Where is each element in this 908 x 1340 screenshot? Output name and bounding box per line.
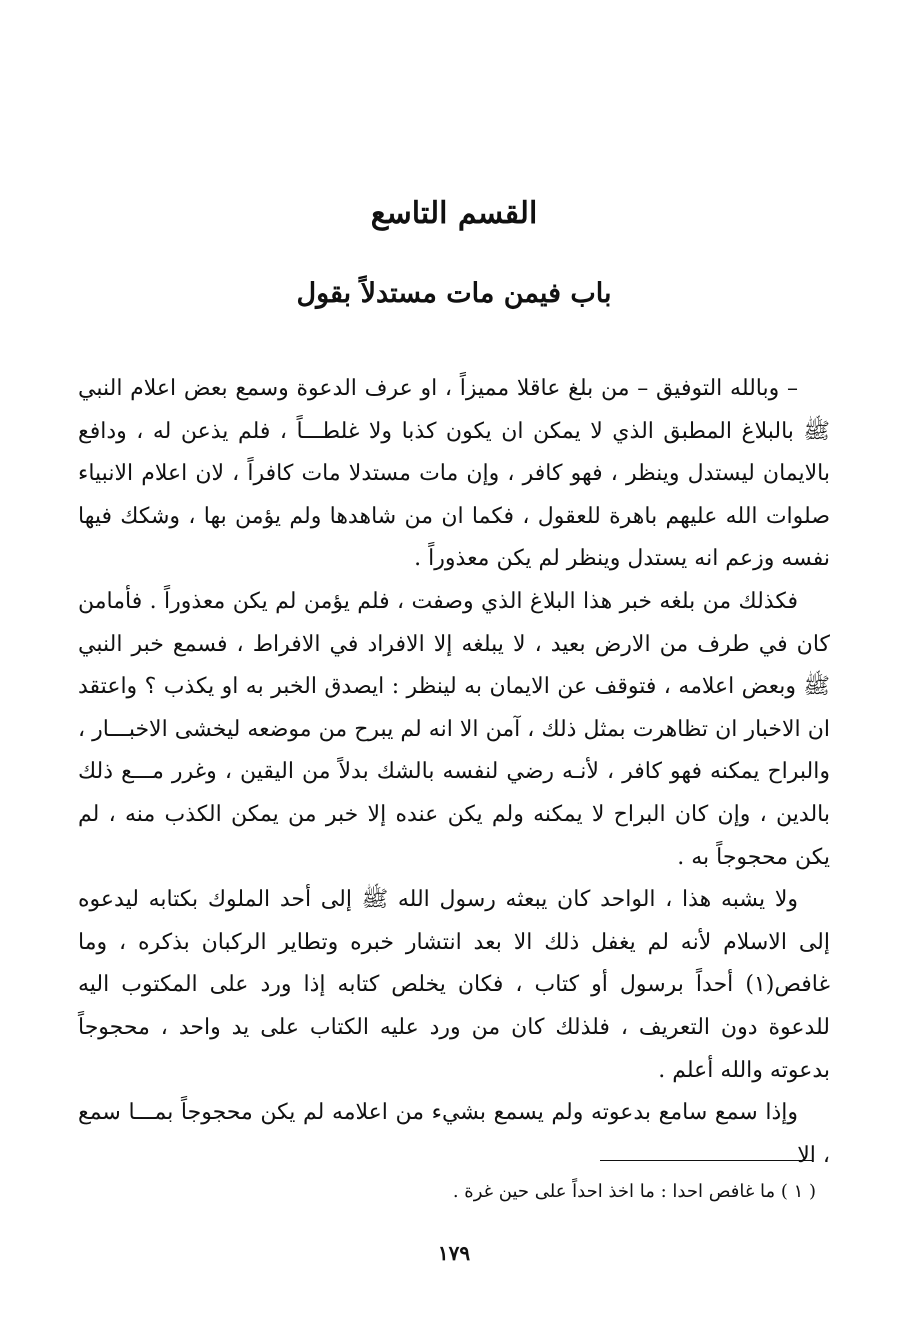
paragraph-1: – وبالله التوفيق – من بلغ عاقلا مميزاً ، او عرف الدعوة وسمع بعض اعلام النبي ﷺ بالبلاغ المطبق الذي لا يمكن ان يكون كذبا ولا غلطـــاً ، فلم يذعن له ، ودافع بالايمان ليستدل وينظر ، فهو كافر ، وإن مات مستدلا مات كافراً ، لان اعلام الانبياء صلوات الله عليهم باهرة للعقول ، فكما ان من شاهدها ولم يؤمن بها ، وشكك فيها نفسه وزعم انه يستدل وينظر لم يكن معذوراً . <box>78 376 830 572</box>
paragraph-4: وإذا سمع سامع بدعوته ولم يسمع بشيء من اعلامه لم يكن محجوجاً بمـــا سمع ، الا <box>78 1100 830 1168</box>
paragraph-2: فكذلك من بلغه خبر هذا البلاغ الذي وصفت ، فلم يؤمن لم يكن معذوراً . فأمامن كان في طرف من الارض بعيد ، لا يبلغه إلا الافراد في الافراط ، فسمع خبر النبي ﷺ وبعض اعلامه ، فتوقف عن الايمان به لينظر : ايصدق الخبر به او يكذب ؟ واعتقد ان الاخبار ان تظاهرت بمثل ذلك ، آمن الا انه لم يبرح من موضعه ليخشى الاخبـــار ، والبراح يمكنه فهو كافر ، لأنـه رضي لنفسه بالشك بدلاً من اليقين ، وغرر مـــع ذلك بالدين ، وإن كان البراح لا يمكنه ولم يكن عنده إلا خبر من يمكن الكذب منه ، لم يكن محجوجاً به . <box>78 588 830 870</box>
footnote-divider <box>600 1160 812 1161</box>
footnote: ( ١ ) ما غافص احدا : ما اخذ احداً على حين غرة . <box>452 1181 816 1202</box>
body-text <box>78 368 830 1177</box>
page-number: ١٧٩ <box>437 1241 471 1265</box>
paragraph-3: ولا يشبه هذا ، الواحد كان يبعثه رسول الله ﷺ إلى أحد الملوك بكتابه ليدعوه إلى الاسلام لأنه لم يغفل ذلك الا بعد انتشار خبره وتطاير الركبان بذكره ، وما غافص(١) أحداً برسول أو كتاب ، فكان يخلص كتابه إذا ورد على المكتوب اليه للدعوة دون التعريف ، فلذلك كان من ورد عليه الكتاب على يد واحد ، محجوجاً بدعوته والله أعلم . <box>78 887 830 1083</box>
chapter-subtitle: باب فيمن مات مستدلاً بقول <box>296 278 612 309</box>
chapter-title: القسم التاسع <box>370 196 538 231</box>
